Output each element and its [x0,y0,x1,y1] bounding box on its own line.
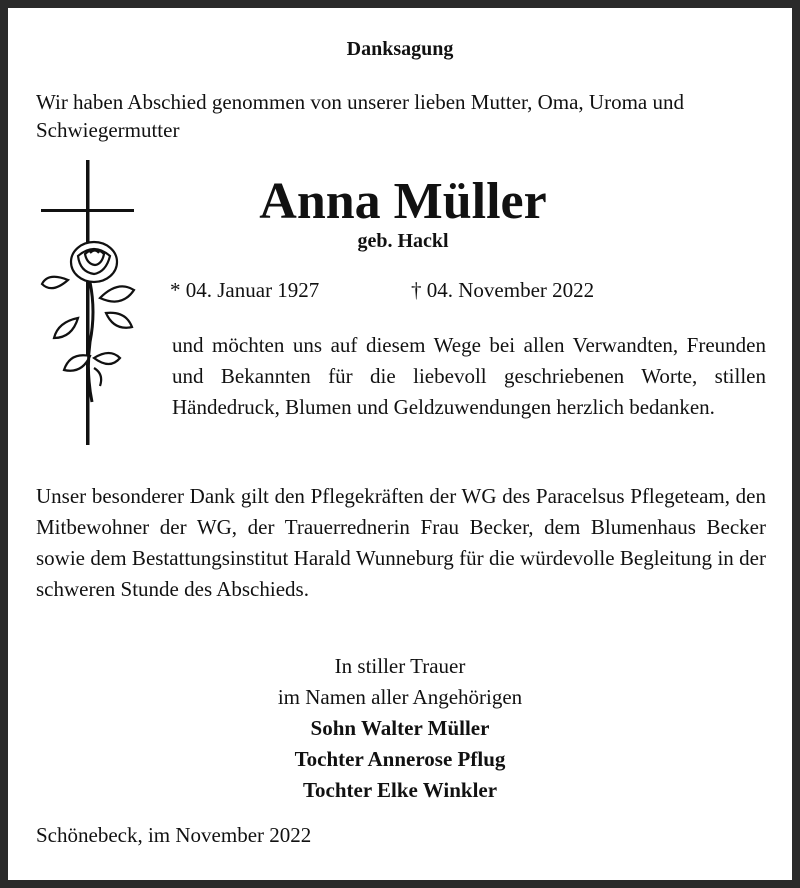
closing-block [8,651,792,806]
death-date: † 04. November 2022 [411,278,595,302]
birth-date: * 04. Januar 1927 [170,278,320,302]
maiden-name: geb. Hackl [357,230,449,252]
cross-with-rose-icon [38,158,148,448]
obituary-notice [8,8,792,880]
mourner-name: Tochter Elke Winkler [302,778,498,802]
special-thanks-text: Unser besonderer Dank gilt den Pflegekräften der WG des Paracelsus Pflegeteam, den Mitbewohner der WG, der Trauerrednerin Frau Becker, dem Blumenhaus Becker sowie dem Bestattungsinstitut Harald Wunneburg für die würdevolle Begleitung in der schweren Stunde des Abschieds. [36,484,766,601]
closing-line-1: In stiller Trauer [334,654,466,678]
intro-text: Wir haben Abschied genommen von unserer lieben Mutter, Oma, Uroma und Schwiegermutter [36,90,684,142]
mourner-name: Tochter Annerose Pflug [294,747,506,771]
thanks-text: und möchten uns auf diesem Wege bei allen Verwandten, Freunden und Bekannten für die liebevoll geschriebenen Worte, stillen Händedruck, Blumen und Geldzuwendungen herzlich bedanken. [172,333,766,419]
notice-heading: Danksagung [346,38,454,60]
closing-line-2: im Namen aller Angehörigen [277,685,523,709]
mourner-name: Sohn Walter Müller [310,716,490,740]
deceased-name: Anna Müller [259,173,547,230]
place-date: Schönebeck, im November 2022 [36,823,312,847]
